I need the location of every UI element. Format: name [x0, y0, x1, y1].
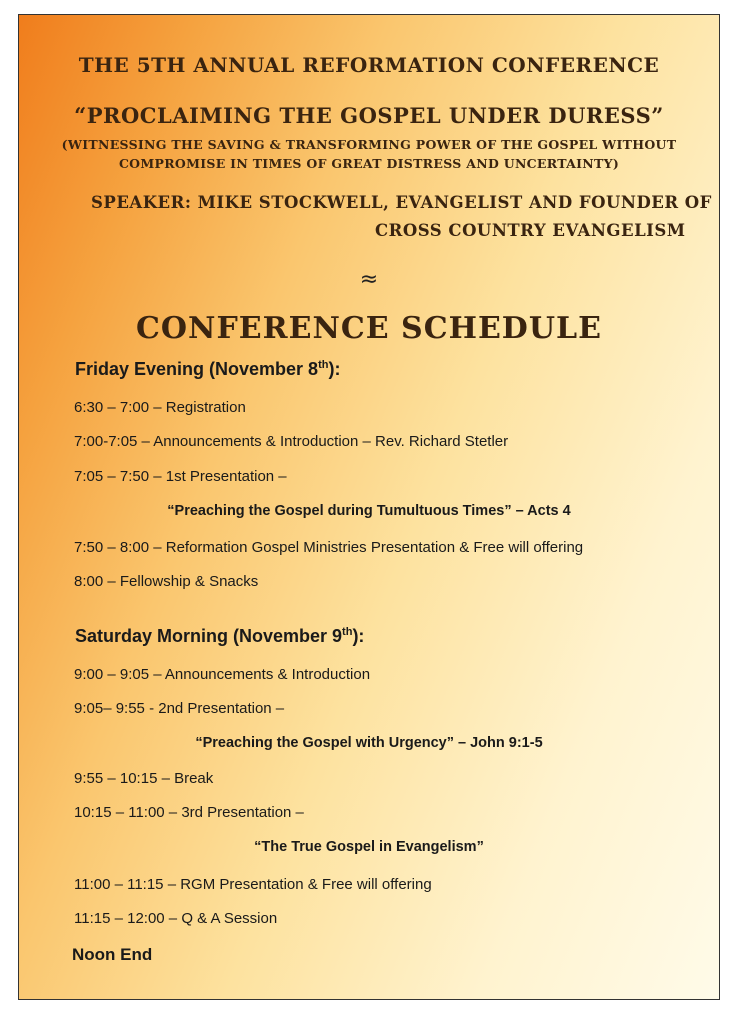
schedule-item: 9:55 – 10:15 – Break [74, 770, 214, 787]
flyer-page [18, 14, 720, 1000]
schedule-item: 11:00 – 11:15 – RGM Presentation & Free will offering [74, 876, 432, 893]
theme-subtitle-line1: (WITNESSING THE SAVING & TRANSFORMING POWER OF THE GOSPEL WITHOUT [61, 137, 677, 152]
presentation-title: “The True Gospel in Evangelism” [254, 839, 484, 855]
divider-symbol: ≈ [359, 267, 379, 292]
schedule-item: 7:05 – 7:50 – 1st Presentation – [74, 468, 287, 485]
saturday-heading: Saturday Morning (November 9th): [75, 626, 365, 646]
theme-subtitle-line2: COMPROMISE IN TIMES OF GREAT DISTRESS AND UNCERTAINTY) [118, 156, 620, 171]
schedule-title: CONFERENCE SCHEDULE [136, 311, 602, 346]
schedule-item: 11:15 – 12:00 – Q & A Session [74, 910, 278, 927]
presentation-title: “Preaching the Gospel during Tumultuous Times” – Acts 4 [167, 503, 571, 519]
schedule-item: 9:00 – 9:05 – Announcements & Introduction [74, 666, 371, 683]
schedule-item: 7:50 – 8:00 – Reformation Gospel Ministries Presentation & Free will offering [74, 539, 584, 556]
speaker-line2: CROSS COUNTRY EVANGELISM [375, 221, 686, 240]
conference-title: THE 5TH ANNUAL REFORMATION CONFERENCE [78, 53, 660, 77]
schedule-item: 10:15 – 11:00 – 3rd Presentation – [74, 804, 304, 821]
presentation-title: “Preaching the Gospel with Urgency” – John 9:1-5 [195, 735, 543, 751]
schedule-end: Noon End [72, 945, 153, 964]
schedule-item: 9:05– 9:55 - 2nd Presentation – [74, 700, 285, 717]
conference-theme: “PROCLAIMING THE GOSPEL UNDER DURESS” [74, 103, 664, 128]
schedule-item: 7:00-7:05 – Announcements & Introduction – Rev. Richard Stetler [74, 433, 509, 450]
speaker-line1: SPEAKER: MIKE STOCKWELL, EVANGELIST AND FOUNDER OF [91, 193, 712, 212]
schedule-item: 6:30 – 7:00 – Registration [74, 399, 246, 416]
friday-heading: Friday Evening (November 8th): [75, 359, 341, 379]
schedule-item: 8:00 – Fellowship & Snacks [74, 573, 259, 590]
